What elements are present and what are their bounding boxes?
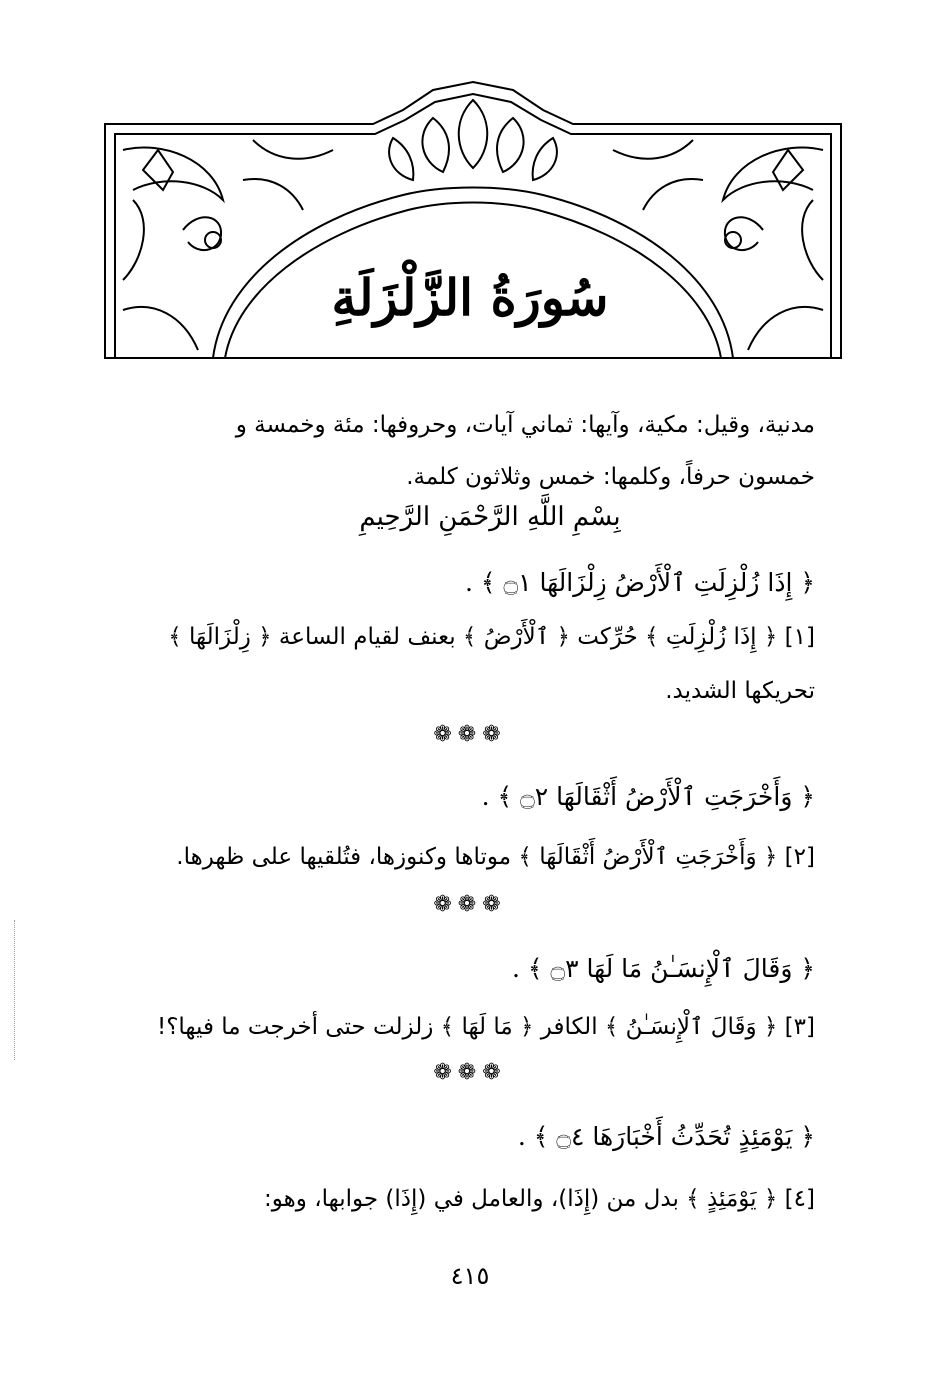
commentary-1-line-2: تحريكها الشديد. [665,678,815,704]
verse-1: ﴿ إِذَا زُلْزِلَتِ ٱلْأَرْضُ زِلْزَالَهَا ۝١ ﴾ . [464,568,815,597]
section-separator: ❁❁❁ [433,892,507,917]
section-separator: ❁❁❁ [433,722,507,747]
commentary-3-line-1: [٣] ﴿ وَقَالَ ٱلْإِنسَـٰنُ ﴾ الكافر ﴿ مَا لَهَا ﴾ زلزلت حتى أخرجت ما فيها؟! [156,1014,815,1040]
intro-line-2: خمسون حرفاً، وكلمها: خمس وثلاثون كلمة. [406,464,815,490]
surah-title: سُورَةُ الزَّلْزَلَةِ [331,268,609,327]
verse-4: ﴿ يَوْمَئِذٍ تُحَدِّثُ أَخْبَارَهَا ۝٤ ﴾ . [517,1122,815,1151]
commentary-1-line-1: [١] ﴿ إِذَا زُلْزِلَتِ ﴾ حُرِّكت ﴿ ٱلْأَرْضُ ﴾ بعنف لقيام الساعة ﴿ زِلْزَالَهَا ﴾ [168,624,815,650]
verse-3: ﴿ وَقَالَ ٱلْإِنسَـٰنُ مَا لَهَا ۝٣ ﴾ . [511,954,815,983]
commentary-2-line-1: [٢] ﴿ وَأَخْرَجَتِ ٱلْأَرْضُ أَثْقَالَهَا ﴾ موتاها وكنوزها، فتُلقيها على ظهرها. [176,844,815,870]
margin-scan-artifact [14,920,17,1060]
basmala: بِسْمِ اللَّهِ الرَّحْمَنِ الرَّحِيمِ [359,502,621,532]
commentary-4-line-1: [٤] ﴿ يَوْمَئِذٍ ﴾ بدل من (إِذَا)، والعامل في (إِذَا) جوابها، وهو: [264,1186,815,1212]
verse-2: ﴿ وَأَخْرَجَتِ ٱلْأَرْضُ أَثْقَالَهَا ۝٢ ﴾ . [481,782,815,811]
page-number: ٤١٥ [450,1262,490,1290]
intro-line-1: مدنية، وقيل: مكية، وآيها: ثماني آيات، وحروفها: مئة وخمسة و [235,412,815,438]
section-separator: ❁❁❁ [433,1060,507,1085]
